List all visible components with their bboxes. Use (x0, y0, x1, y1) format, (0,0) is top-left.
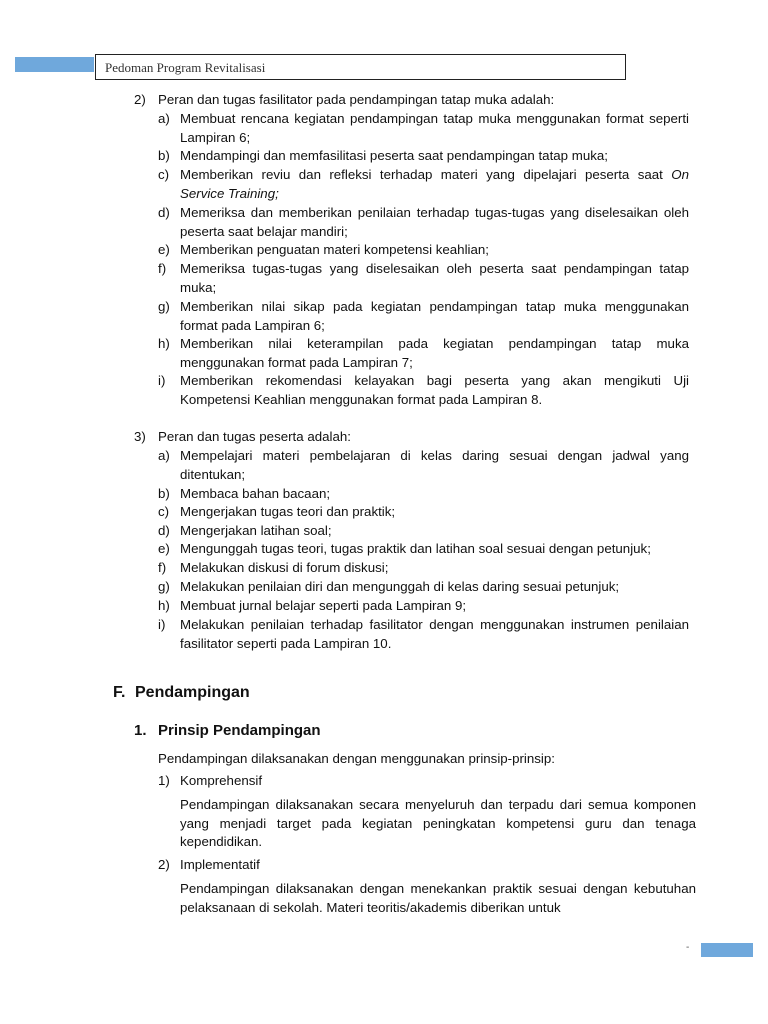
section-f-heading: F. Pendampingan (113, 684, 250, 701)
section-2-title: Peran dan tugas fasilitator pada pendampingan tatap muka adalah: (158, 92, 555, 107)
header-accent-bar (15, 57, 94, 72)
header-title: Pedoman Program Revitalisasi (105, 60, 266, 75)
section-3-number: 3) (134, 429, 146, 444)
section-3-title: Peran dan tugas peserta adalah: (158, 429, 351, 444)
subsection-heading: 1. Prinsip Pendampingan (134, 722, 321, 739)
header-box (95, 54, 626, 80)
footer-mark: - (686, 942, 690, 953)
footer-accent-bar (701, 943, 753, 957)
section-2-number: 2) (134, 92, 146, 107)
